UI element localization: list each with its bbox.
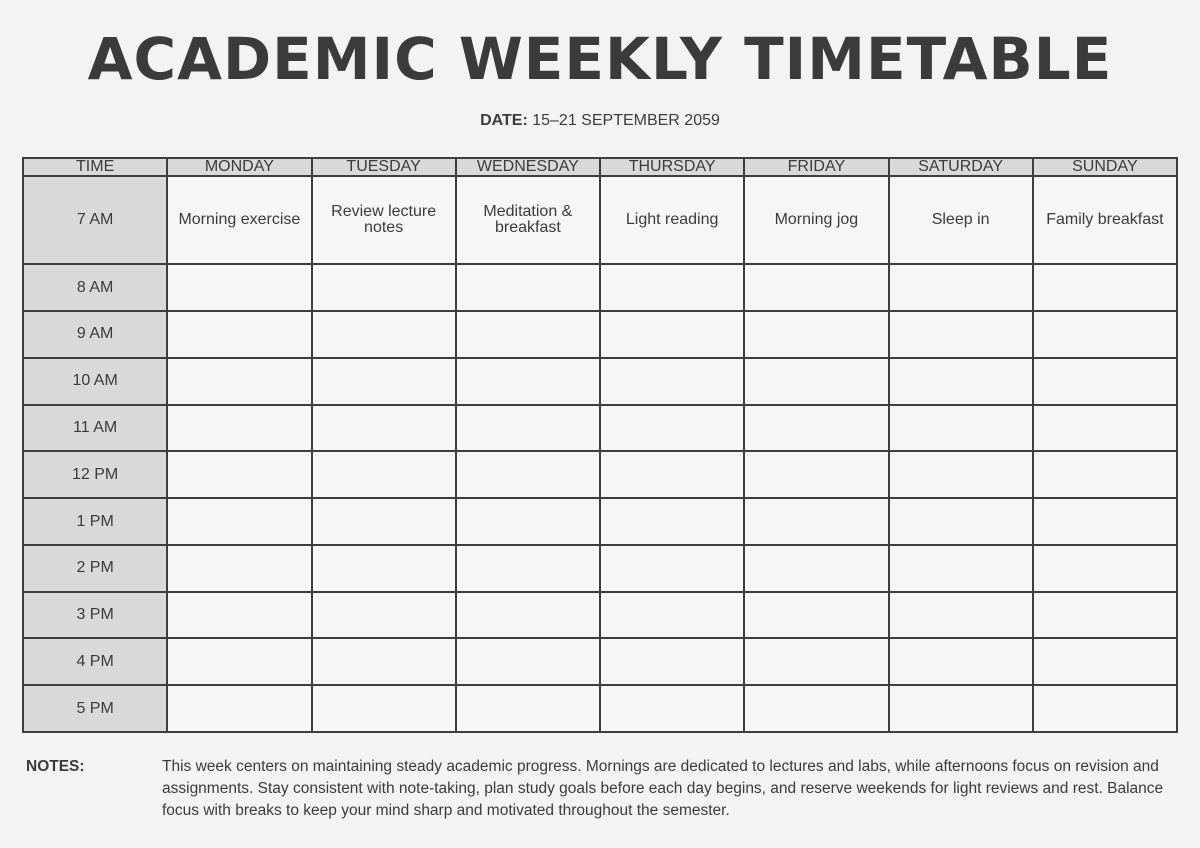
schedule-cell[interactable]: [889, 358, 1033, 405]
schedule-cell[interactable]: Review lecture notes: [312, 176, 456, 264]
schedule-cell[interactable]: [167, 358, 311, 405]
schedule-cell[interactable]: [600, 358, 744, 405]
time-cell: 7 AM: [23, 176, 167, 264]
schedule-cell[interactable]: [312, 592, 456, 639]
schedule-cell[interactable]: [1033, 638, 1177, 685]
schedule-cell[interactable]: [889, 405, 1033, 452]
date-line: [0, 112, 1200, 130]
day-header-monday: MONDAY: [167, 158, 311, 176]
timetable: [22, 157, 1178, 733]
table-row: [23, 498, 1177, 545]
schedule-cell[interactable]: [744, 592, 888, 639]
table-row: [23, 685, 1177, 732]
time-cell: 11 AM: [23, 405, 167, 452]
schedule-cell[interactable]: [456, 405, 600, 452]
table-row: [23, 545, 1177, 592]
schedule-cell[interactable]: [1033, 405, 1177, 452]
schedule-cell[interactable]: [456, 451, 600, 498]
time-cell: 10 AM: [23, 358, 167, 405]
day-header-wednesday: WEDNESDAY: [456, 158, 600, 176]
day-header-thursday: THURSDAY: [600, 158, 744, 176]
schedule-cell[interactable]: [312, 405, 456, 452]
table-row: [23, 358, 1177, 405]
schedule-cell[interactable]: [167, 498, 311, 545]
schedule-cell[interactable]: [167, 405, 311, 452]
time-cell: 12 PM: [23, 451, 167, 498]
schedule-cell[interactable]: [167, 545, 311, 592]
time-cell: 8 AM: [23, 264, 167, 311]
schedule-cell[interactable]: [744, 685, 888, 732]
schedule-cell[interactable]: [456, 311, 600, 358]
schedule-cell[interactable]: [744, 638, 888, 685]
schedule-cell[interactable]: [744, 358, 888, 405]
time-cell: 1 PM: [23, 498, 167, 545]
schedule-cell[interactable]: [889, 311, 1033, 358]
schedule-cell[interactable]: [1033, 545, 1177, 592]
time-cell: 9 AM: [23, 311, 167, 358]
schedule-cell[interactable]: [600, 451, 744, 498]
schedule-cell[interactable]: [600, 311, 744, 358]
schedule-cell[interactable]: [456, 592, 600, 639]
schedule-cell[interactable]: [1033, 264, 1177, 311]
timetable-body: [23, 176, 1177, 732]
schedule-cell[interactable]: Morning exercise: [167, 176, 311, 264]
schedule-cell[interactable]: [744, 405, 888, 452]
schedule-cell[interactable]: Light reading: [600, 176, 744, 264]
schedule-cell[interactable]: [889, 685, 1033, 732]
table-row: [23, 451, 1177, 498]
schedule-cell[interactable]: [1033, 685, 1177, 732]
schedule-cell[interactable]: [312, 638, 456, 685]
schedule-cell[interactable]: [312, 358, 456, 405]
schedule-cell[interactable]: [1033, 451, 1177, 498]
schedule-cell[interactable]: Morning jog: [744, 176, 888, 264]
table-row: [23, 176, 1177, 264]
date-value: 15–21 SEPTEMBER 2059: [532, 112, 720, 129]
header-row: [23, 158, 1177, 176]
schedule-cell[interactable]: [312, 685, 456, 732]
schedule-cell[interactable]: [312, 451, 456, 498]
day-header-friday: FRIDAY: [744, 158, 888, 176]
notes-text: This week centers on maintaining steady academic progress. Mornings are dedicated to lectures and labs, while afternoons focus on revision and assignments. Stay consistent with note-taking, plan study goals before each day begins, and reserve weekends for light reviews and rest. Balance focus with breaks to keep your mind sharp and motivated throughout the semester.: [162, 758, 1164, 819]
time-header: TIME: [23, 158, 167, 176]
schedule-cell[interactable]: [456, 638, 600, 685]
schedule-cell[interactable]: [167, 264, 311, 311]
schedule-cell[interactable]: [312, 311, 456, 358]
schedule-cell[interactable]: [889, 451, 1033, 498]
schedule-cell[interactable]: [1033, 311, 1177, 358]
day-header-saturday: SATURDAY: [889, 158, 1033, 176]
schedule-cell[interactable]: [167, 685, 311, 732]
schedule-cell[interactable]: [456, 498, 600, 545]
time-cell: 4 PM: [23, 638, 167, 685]
schedule-cell[interactable]: [1033, 358, 1177, 405]
schedule-cell[interactable]: Family breakfast: [1033, 176, 1177, 264]
schedule-cell[interactable]: [744, 545, 888, 592]
table-row: [23, 592, 1177, 639]
time-cell: 2 PM: [23, 545, 167, 592]
day-header-sunday: SUNDAY: [1033, 158, 1177, 176]
table-row: [23, 405, 1177, 452]
schedule-cell[interactable]: [744, 264, 888, 311]
date-label: DATE:: [480, 112, 528, 129]
schedule-cell[interactable]: Meditation & breakfast: [456, 176, 600, 264]
schedule-cell[interactable]: [456, 358, 600, 405]
time-cell: 5 PM: [23, 685, 167, 732]
schedule-cell[interactable]: [456, 545, 600, 592]
schedule-cell[interactable]: [600, 592, 744, 639]
schedule-cell[interactable]: [312, 545, 456, 592]
schedule-cell[interactable]: [600, 264, 744, 311]
schedule-cell[interactable]: [167, 638, 311, 685]
schedule-cell[interactable]: [167, 311, 311, 358]
schedule-cell[interactable]: [167, 592, 311, 639]
schedule-cell[interactable]: [1033, 498, 1177, 545]
schedule-cell[interactable]: [456, 264, 600, 311]
table-row: [23, 311, 1177, 358]
table-row: [23, 638, 1177, 685]
schedule-cell[interactable]: [744, 451, 888, 498]
schedule-cell[interactable]: [744, 498, 888, 545]
schedule-cell[interactable]: [600, 638, 744, 685]
schedule-cell[interactable]: [167, 451, 311, 498]
schedule-cell[interactable]: [600, 545, 744, 592]
schedule-cell[interactable]: Sleep in: [889, 176, 1033, 264]
schedule-cell[interactable]: [1033, 592, 1177, 639]
schedule-cell[interactable]: [312, 264, 456, 311]
day-header-tuesday: TUESDAY: [312, 158, 456, 176]
schedule-cell[interactable]: [889, 638, 1033, 685]
schedule-cell[interactable]: [889, 498, 1033, 545]
schedule-cell[interactable]: [600, 405, 744, 452]
schedule-cell[interactable]: [456, 685, 600, 732]
table-row: [23, 264, 1177, 311]
schedule-cell[interactable]: [600, 498, 744, 545]
schedule-cell[interactable]: [312, 498, 456, 545]
time-cell: 3 PM: [23, 592, 167, 639]
notes-label: NOTES:: [26, 758, 85, 775]
schedule-cell[interactable]: [600, 685, 744, 732]
schedule-cell[interactable]: [889, 545, 1033, 592]
schedule-cell[interactable]: [889, 592, 1033, 639]
schedule-cell[interactable]: [744, 311, 888, 358]
schedule-cell[interactable]: [889, 264, 1033, 311]
page-title: ACADEMIC WEEKLY TIMETABLE: [87, 25, 1113, 93]
